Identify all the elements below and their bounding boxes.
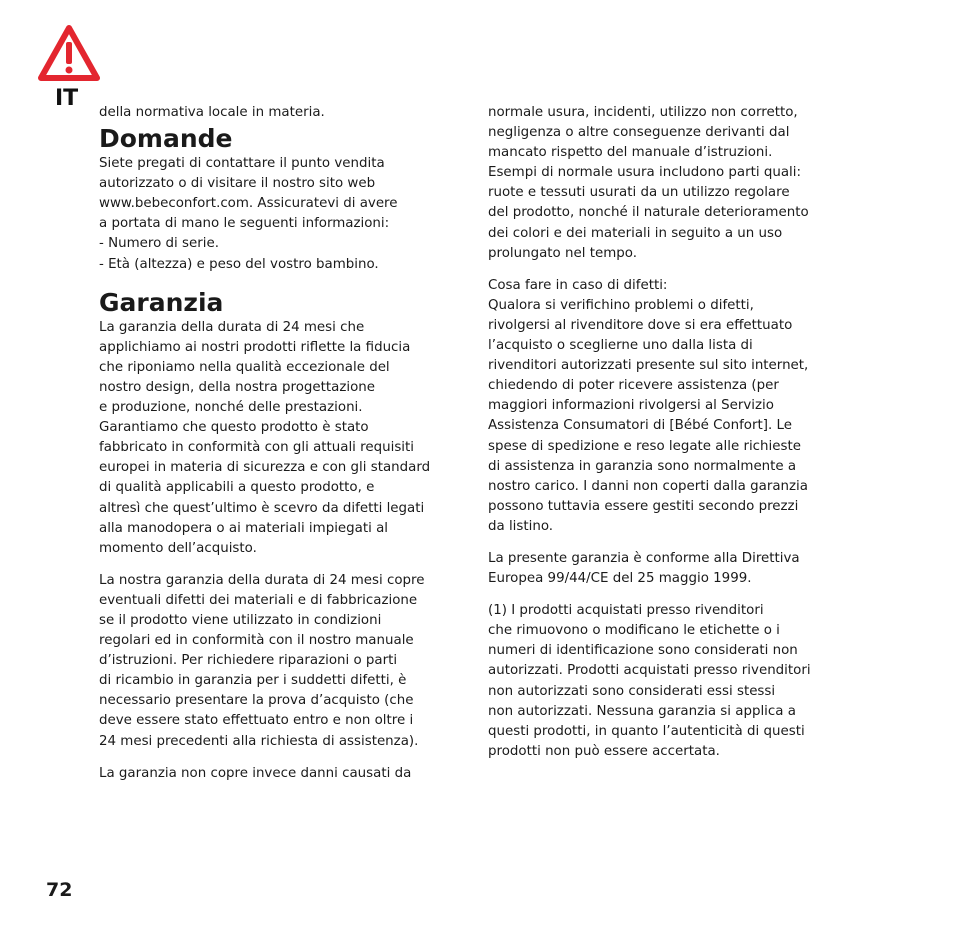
text-line: se il prodotto viene utilizzato in condizioni (99, 612, 382, 628)
domande-paragraph (99, 154, 459, 275)
text-line: possono tuttavia essere gestiti secondo prezzi (488, 498, 799, 514)
text-line: di qualità applicabili a questo prodotto, e (99, 480, 375, 496)
text-line: momento dell’acquisto. (99, 540, 257, 556)
text-line: autorizzati. Prodotti acquistati presso rivenditori (488, 663, 811, 679)
text-line: della normativa locale in materia. (99, 105, 325, 120)
text-line: regolari ed in conformità con il nostro manuale (99, 633, 414, 649)
text-line: ruote e tessuti usurati da un utilizzo regolare (488, 185, 790, 201)
text-line: prolungato nel tempo. (488, 245, 637, 261)
text-line: La garanzia non copre invece danni causati da (99, 765, 412, 781)
text-line: dei colori e dei materiali in seguito a un uso (488, 225, 783, 241)
text-line: rivolgersi al rivenditore dove si era effettuato (488, 317, 793, 333)
text-line: mancato rispetto del manuale d’istruzioni. (488, 145, 773, 161)
text-line: questi prodotti, in quanto l’autenticità di questi (488, 723, 805, 739)
text-line: - Numero di serie. (99, 236, 219, 252)
garanzia-paragraph-1 (99, 318, 459, 559)
text-line: - Età (altezza) e peso del vostro bambino. (99, 256, 379, 272)
text-line: Cosa fare in caso di difetti: (488, 277, 668, 293)
text-line: nostro design, della nostra progettazione (99, 379, 376, 395)
text-line: Assistenza Consumatori di [Bébé Confort]. Le (488, 418, 792, 434)
text-line: autorizzato o di visitare il nostro sito web (99, 176, 376, 192)
garanzia-heading: Garanzia (99, 287, 224, 317)
text-line: l’acquisto o sceglierne uno dalla lista di (488, 338, 753, 354)
text-line: maggiori informazioni rivolgersi al Servizio (488, 398, 774, 414)
text-line: Siete pregati di contattare il punto vendita (99, 156, 385, 172)
text-line: che riponiamo nella qualità eccezionale del (99, 359, 390, 375)
left-column (99, 103, 459, 784)
text-line: necessario presentare la prova d’acquisto (che (99, 693, 414, 709)
text-line: a portata di mano le seguenti informazioni: (99, 216, 390, 232)
garanzia-paragraph-3 (99, 764, 459, 784)
text-line: Europea 99/44/CE del 25 maggio 1999. (488, 571, 752, 587)
directive-paragraph (488, 549, 850, 589)
text-line: Esempi di normale usura includono parti quali: (488, 165, 801, 181)
text-line: d’istruzioni. Per richiedere riparazioni o parti (99, 653, 398, 669)
text-line: che rimuovono o modificano le etichette o i (488, 623, 780, 639)
text-line: numeri di identificazione sono considerati non (488, 643, 798, 659)
text-line: non autorizzati. Nessuna garanzia si applica a (488, 703, 796, 719)
text-line: da listino. (488, 518, 554, 534)
text-line: fabbricato in conformità con gli attuali requisiti (99, 440, 414, 456)
text-line: e produzione, nonché delle prestazioni. (99, 400, 363, 416)
text-line: rivenditori autorizzati presente sul sito internet, (488, 358, 809, 374)
text-line: di assistenza in garanzia sono normalmente a (488, 458, 797, 474)
wear-paragraph (488, 103, 850, 264)
intro-text (99, 103, 459, 123)
text-line: spese di spedizione e reso legate alle richieste (488, 438, 801, 454)
text-line: La garanzia della durata di 24 mesi che (99, 319, 365, 335)
text-line: Qualora si verifichino problemi o difetti, (488, 297, 754, 313)
text-line: normale usura, incidenti, utilizzo non corretto, (488, 105, 798, 120)
text-line: chiedendo di poter ricevere assistenza (per (488, 378, 779, 394)
text-line: www.bebeconfort.com. Assicuratevi di avere (99, 196, 398, 212)
language-code: IT (55, 86, 79, 111)
warning-triangle-icon (37, 24, 101, 84)
text-line: non autorizzati sono considerati essi stessi (488, 683, 776, 699)
right-column (488, 103, 850, 762)
text-line: deve essere stato effettuato entro e non oltre i (99, 713, 414, 729)
text-line: La presente garanzia è conforme alla Direttiva (488, 550, 800, 566)
text-line: (1) I prodotti acquistati presso rivenditori (488, 603, 764, 619)
text-line: del prodotto, nonché il naturale deterioramento (488, 205, 809, 221)
domande-heading: Domande (99, 124, 233, 154)
text-line: Garantiamo che questo prodotto è stato (99, 420, 369, 436)
garanzia-paragraph-2 (99, 571, 459, 752)
text-line: altresì che quest’ultimo è scevro da difetti legati (99, 500, 425, 516)
text-line: alla manodopera o ai materiali impiegati al (99, 520, 389, 536)
text-line: applichiamo ai nostri prodotti riflette la fiducia (99, 339, 411, 355)
page-number: 72 (46, 879, 73, 901)
text-line: 24 mesi precedenti alla richiesta di assistenza). (99, 733, 419, 749)
text-line: prodotti non può essere accertata. (488, 743, 720, 759)
footnote-paragraph (488, 601, 850, 762)
text-line: La nostra garanzia della durata di 24 mesi copre (99, 572, 425, 588)
text-line: nostro carico. I danni non coperti dalla garanzia (488, 478, 808, 494)
text-line: eventuali difetti dei materiali e di fabbricazione (99, 592, 418, 608)
text-line: di ricambio in garanzia per i suddetti difetti, è (99, 673, 407, 689)
defects-paragraph (488, 276, 850, 537)
text-line: europei in materia di sicurezza e con gli standard (99, 460, 431, 476)
text-line: negligenza o altre conseguenze derivanti dal (488, 125, 790, 141)
